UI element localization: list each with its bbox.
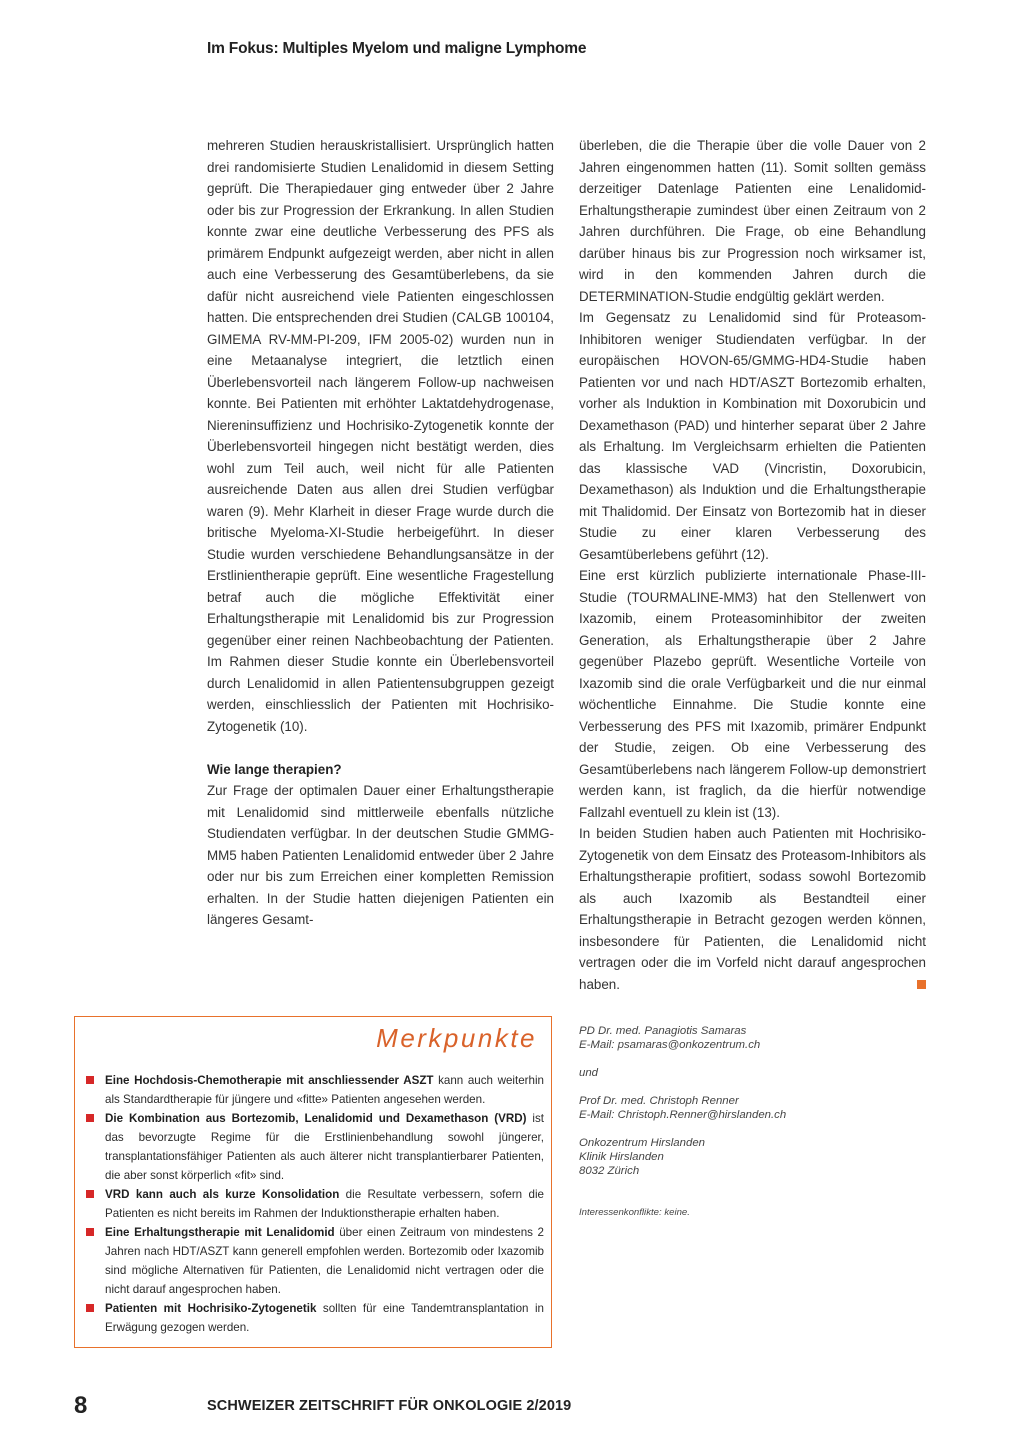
author-affiliation <box>579 1024 926 1220</box>
left-column <box>207 135 554 931</box>
square-bullet-icon <box>86 1076 94 1084</box>
list-item-text: sollten für eine Tandemtransplantation in Erwägung gezogen werden. <box>105 1302 545 1334</box>
author-email: E-Mail: psamaras@onkozentrum.ch <box>579 1039 761 1051</box>
right-column <box>579 135 926 995</box>
merkpunkte-title: Merkpunkte <box>376 1023 537 1053</box>
list-item-bold: Eine Hochdosis-Chemotherapie mit anschliessender ASZT <box>105 1074 434 1087</box>
list-item-text: die Resultate verbessern, sofern die Patienten es nicht bereits im Rahmen der Induktionstherapie erhalten haben. <box>105 1188 544 1220</box>
body-paragraph <box>579 823 926 995</box>
list-item-bold: Die Kombination aus Bortezomib, Lenalidomid und Dexamethason (VRD) <box>105 1112 527 1125</box>
institution-line: Onkozentrum Hirslanden <box>579 1137 705 1149</box>
square-bullet-icon <box>86 1114 94 1122</box>
list-item-text: ist das bevorzugte Regime für die Erstlinienbehandlung sowohl jüngerer, transplantationsfähiger Patienten als auch älterer nicht transplantierbarer Patienten, die aber sonst körperlich «fit» sind. <box>105 1112 544 1182</box>
body-paragraph: Im Gegensatz zu Lenalidomid sind für Proteasom-Inhibitoren weniger Studiendaten verfügbar. In der europäischen HOVON-65/GMMG-HD4-Studie haben Patienten vor und nach HDT/ASZT Bortezomib erhalten, vorher als Induktion in Kombination mit Doxorubicin und Dexamethason (PAD) und hinterher separat über 2 Jahre als Erhaltung. Im Vergleichsarm erhielten die Patienten das klassische VAD (Vincristin, Doxorubicin, Dexamethason) als Induktion und die Erhaltungstherapie mit Thalidomid. Der Einsatz von Bortezomib hat in dieser Studie zu einer klaren Verbesserung des Gesamtüberlebens geführt (12). <box>579 310 926 562</box>
list-item-bold: Eine Erhaltungstherapie mit Lenalidomid <box>105 1226 335 1239</box>
list-item <box>86 1223 544 1299</box>
body-paragraph: Zur Frage der optimalen Dauer einer Erhaltungstherapie mit Lenalidomid sind mittlerweile ebenfalls nützliche Studiendaten verfügbar. In der deutschen Studie GMMG-MM5 haben Patienten Lenalidomid entweder über 2 Jahre oder nur bis zum Erreichen einer kompletten Remission erhalten. In der Studie hatten diejenigen Patienten ein längeres Gesamt- <box>207 783 554 927</box>
body-paragraph: Eine erst kürzlich publizierte internationale Phase-III-Studie (TOURMALINE-MM3) hat den Stellenwert von Ixazomib, einem Proteasominhibitor der zweiten Generation, als Erhaltungstherapie über 2 Jahre gegenüber Plazebo geprüft. Wesentliche Vorteile von Ixazomib sind die orale Verfügbarkeit und die nur einmal wöchentliche Einnahme. Die Studie konnte eine Verbesserung des PFS mit Ixazomib, primärer Endpunkt der Studie, zeigen. Ob eine Verbesserung des Gesamtüberlebens nach längerem Follow-up demonstriert werden kann, ist fraglich, da die hierfür notwendige Fallzahl eventuell zu klein ist (13). <box>579 568 926 820</box>
end-of-article-square-icon <box>917 980 926 989</box>
merkpunkte-list <box>86 1071 544 1337</box>
author-email: E-Mail: Christoph.Renner@hirslanden.ch <box>579 1109 787 1121</box>
page-number: 8 <box>74 1392 88 1419</box>
body-paragraph: überleben, die die Therapie über die volle Dauer von 2 Jahren eingenommen hatten (11). Somit sollten gemäss derzeitiger Datenlage Patienten eine Lenalidomid-Erhaltungstherapie zumindest über einen Zeitraum von 2 Jahren durchführen. Die Frage, ob eine Behandlung darüber hinaus bis zur Progression noch wirksamer ist, wird in den kommenden Jahren durch die DETERMINATION-Studie endgültig geklärt werden. <box>579 138 926 304</box>
list-item <box>86 1071 544 1109</box>
institution-line: Klinik Hirslanden <box>579 1151 664 1163</box>
journal-footer: SCHWEIZER ZEITSCHRIFT FÜR ONKOLOGIE 2/2019 <box>207 1398 572 1414</box>
list-item <box>86 1109 544 1185</box>
merkpunkte-box <box>74 1016 552 1348</box>
running-head: Im Fokus: Multiples Myelom und maligne Lymphome <box>207 40 587 57</box>
body-paragraph-text: In beiden Studien haben auch Patienten mit Hochrisiko-Zytogenetik von dem Einsatz des Proteasom-Inhibitors als Erhaltungstherapie profitiert, sodass sowohl Bortezomib als auch Ixazomib als Bestandteil einer Erhaltungstherapie in Betracht gezogen werden können, insbesondere für Patienten, die Lenalidomid nicht vertragen oder die im Vorfeld nicht darauf angesprochen haben. <box>579 826 926 992</box>
list-item <box>86 1299 544 1337</box>
body-paragraph: mehreren Studien herauskristallisiert. Ursprünglich hatten drei randomisierte Studien Lenalidomid in diesem Setting geprüft. Die Therapiedauer ging entweder über 2 Jahre oder bis zur Progression der Erkrankung. In allen Studien konnte zwar eine deutliche Verbesserung des PFS als primärem Endpunkt aufgezeigt werden, aber nicht in allen auch eine Verbesserung des Gesamtüberlebens, da sie dafür nicht ausreichend viele Patienten eingeschlossen hatten. Die entsprechenden drei Studien (CALGB 100104, GIMEMA RV-MM-PI-209, IFM 2005-02) wurden nun in eine Metaanalyse integriert, die letztlich einen Überlebensvorteil nach längerem Follow-up nachweisen konnte. Bei Patienten mit erhöhter Laktatdehydrogenase, Niereninsuffizienz und Hochrisiko-Zytogenetik konnte der Überlebensvorteil hingegen nicht bestätigt werden, dies wohl zum Teil auch, weil nicht für alle Patienten ausreichende Daten aus allen drei Studien verfügbar waren (9). Mehr Klarheit in dieser Frage wurde durch die britische Myeloma-XI-Studie herbeigeführt. In dieser Studie wurden verschiedene Behandlungsansätze in der Erstlinientherapie geprüft. Eine wesentliche Fragestellung betraf auch die mögliche Effektivität einer Erhaltungstherapie mit Lenalidomid bis zur Progression gegenüber einer reinen Nachbeobachtung der Patienten. Im Rahmen dieser Studie konnte ein Überlebensvorteil durch Lenalidomid in allen Patientensubgruppen gezeigt werden, einschliesslich der Patienten mit Hochrisiko-Zytogenetik (10). <box>207 138 554 734</box>
author-name: PD Dr. med. Panagiotis Samaras <box>579 1025 747 1037</box>
square-bullet-icon <box>86 1228 94 1236</box>
square-bullet-icon <box>86 1190 94 1198</box>
section-subhead: Wie lange therapien? <box>207 761 342 777</box>
square-bullet-icon <box>86 1304 94 1312</box>
author-name: Prof Dr. med. Christoph Renner <box>579 1095 739 1107</box>
list-item-bold: Patienten mit Hochrisiko-Zytogenetik <box>105 1302 317 1315</box>
conflict-of-interest: Interessenkonflikte: keine. <box>579 1207 690 1218</box>
institution-line: 8032 Zürich <box>579 1165 640 1177</box>
list-item-text: über einen Zeitraum von mindestens 2 Jahren nach HDT/ASZT kann generell empfohlen werden. Bortezomib oder Ixazomib sind mögliche Alternativen für Patienten, die Lenalidomid nicht vertragen oder die nicht darauf angesprochen haben. <box>105 1226 544 1296</box>
conjunction: und <box>579 1067 599 1079</box>
list-item-bold: VRD kann auch als kurze Konsolidation <box>105 1188 340 1201</box>
list-item <box>86 1185 544 1223</box>
list-item-text: kann auch weiterhin als Standardtherapie für jüngere und «fitte» Patienten angesehen werden. <box>105 1074 545 1106</box>
